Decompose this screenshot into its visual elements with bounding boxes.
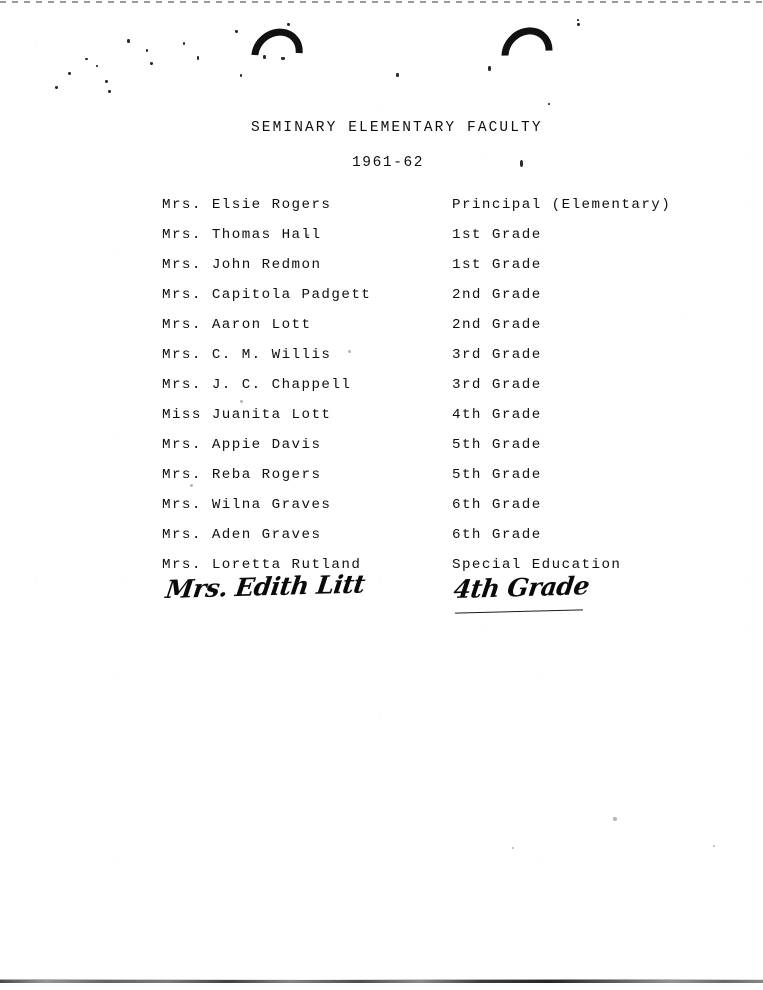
bottom-scan-edge	[0, 980, 763, 983]
top-dashed-scan-edge	[0, 1, 763, 3]
faculty-assignment: 2nd Grade	[452, 317, 542, 333]
faculty-assignment: 1st Grade	[452, 257, 542, 273]
scan-speck	[263, 55, 266, 59]
faculty-name: Mrs. Capitola Padgett	[162, 287, 372, 303]
scan-speck	[281, 57, 285, 60]
faculty-assignment: 6th Grade	[452, 527, 542, 543]
scan-speck	[713, 845, 715, 847]
scan-speck	[127, 39, 130, 43]
scan-speck	[235, 30, 238, 33]
faculty-assignment: 4th Grade	[452, 407, 542, 423]
scan-speck	[613, 817, 617, 821]
scan-speck	[55, 86, 58, 89]
scan-speck	[548, 103, 550, 105]
faculty-assignment: 6th Grade	[452, 497, 542, 513]
document-title: SEMINARY ELEMENTARY FACULTY	[251, 120, 543, 136]
handwritten-roster-entry	[0, 569, 763, 615]
punch-mark-arc-icon	[241, 18, 313, 90]
punch-mark-arc-icon	[491, 17, 563, 89]
scan-speck	[183, 42, 185, 45]
roster-row	[0, 347, 763, 377]
scan-speck	[396, 73, 399, 77]
handwritten-underline	[455, 609, 583, 613]
scan-speck	[85, 58, 88, 60]
faculty-name: Mrs. Aaron Lott	[162, 317, 312, 333]
document-year: 1961-62	[352, 155, 425, 171]
scan-speck	[197, 56, 199, 60]
faculty-name: Mrs. C. M. Willis	[162, 347, 332, 363]
faculty-assignment: 3rd Grade	[452, 377, 542, 393]
scan-speck	[577, 19, 579, 21]
scan-speck	[108, 90, 111, 93]
faculty-assignment: Principal (Elementary)	[452, 197, 672, 213]
roster-row	[0, 527, 763, 557]
scan-speck	[150, 62, 153, 65]
roster-row	[0, 257, 763, 287]
faculty-assignment: 5th Grade	[452, 437, 542, 453]
faculty-name: Miss Juanita Lott	[162, 407, 332, 423]
roster-row	[0, 197, 763, 227]
faculty-assignment: Special Education	[452, 557, 622, 573]
roster-row	[0, 437, 763, 467]
faculty-name: Mrs. Loretta Rutland	[162, 557, 362, 573]
faculty-assignment: 3rd Grade	[452, 347, 542, 363]
faculty-assignment: 5th Grade	[452, 467, 542, 483]
scan-speck	[287, 23, 290, 26]
roster-row	[0, 227, 763, 257]
scan-speck	[240, 74, 242, 77]
roster-row	[0, 287, 763, 317]
scan-speck	[96, 65, 98, 67]
roster-row	[0, 467, 763, 497]
roster-row	[0, 497, 763, 527]
faculty-name: Mrs. J. C. Chappell	[162, 377, 352, 393]
faculty-assignment: 2nd Grade	[452, 287, 542, 303]
handwritten-faculty-name: Mrs. Edith Litt	[164, 569, 367, 604]
faculty-name: Mrs. Reba Rogers	[162, 467, 322, 483]
handwritten-faculty-assignment: 4th Grade	[452, 571, 591, 604]
scan-speck	[146, 49, 148, 52]
faculty-name: Mrs. Appie Davis	[162, 437, 322, 453]
faculty-name: Mrs. Elsie Rogers	[162, 197, 332, 213]
scan-speck	[68, 72, 71, 75]
scan-speck	[512, 847, 514, 849]
scan-speck	[577, 23, 580, 26]
faculty-roster-list	[0, 197, 763, 587]
faculty-name: Mrs. John Redmon	[162, 257, 322, 273]
roster-row	[0, 377, 763, 407]
faculty-name: Mrs. Wilna Graves	[162, 497, 332, 513]
scan-speck	[488, 66, 491, 71]
roster-row	[0, 407, 763, 437]
faculty-name: Mrs. Aden Graves	[162, 527, 322, 543]
roster-row	[0, 317, 763, 347]
faculty-name: Mrs. Thomas Hall	[162, 227, 322, 243]
scan-speck	[520, 160, 523, 167]
faculty-assignment: 1st Grade	[452, 227, 542, 243]
scan-speck	[105, 80, 108, 83]
